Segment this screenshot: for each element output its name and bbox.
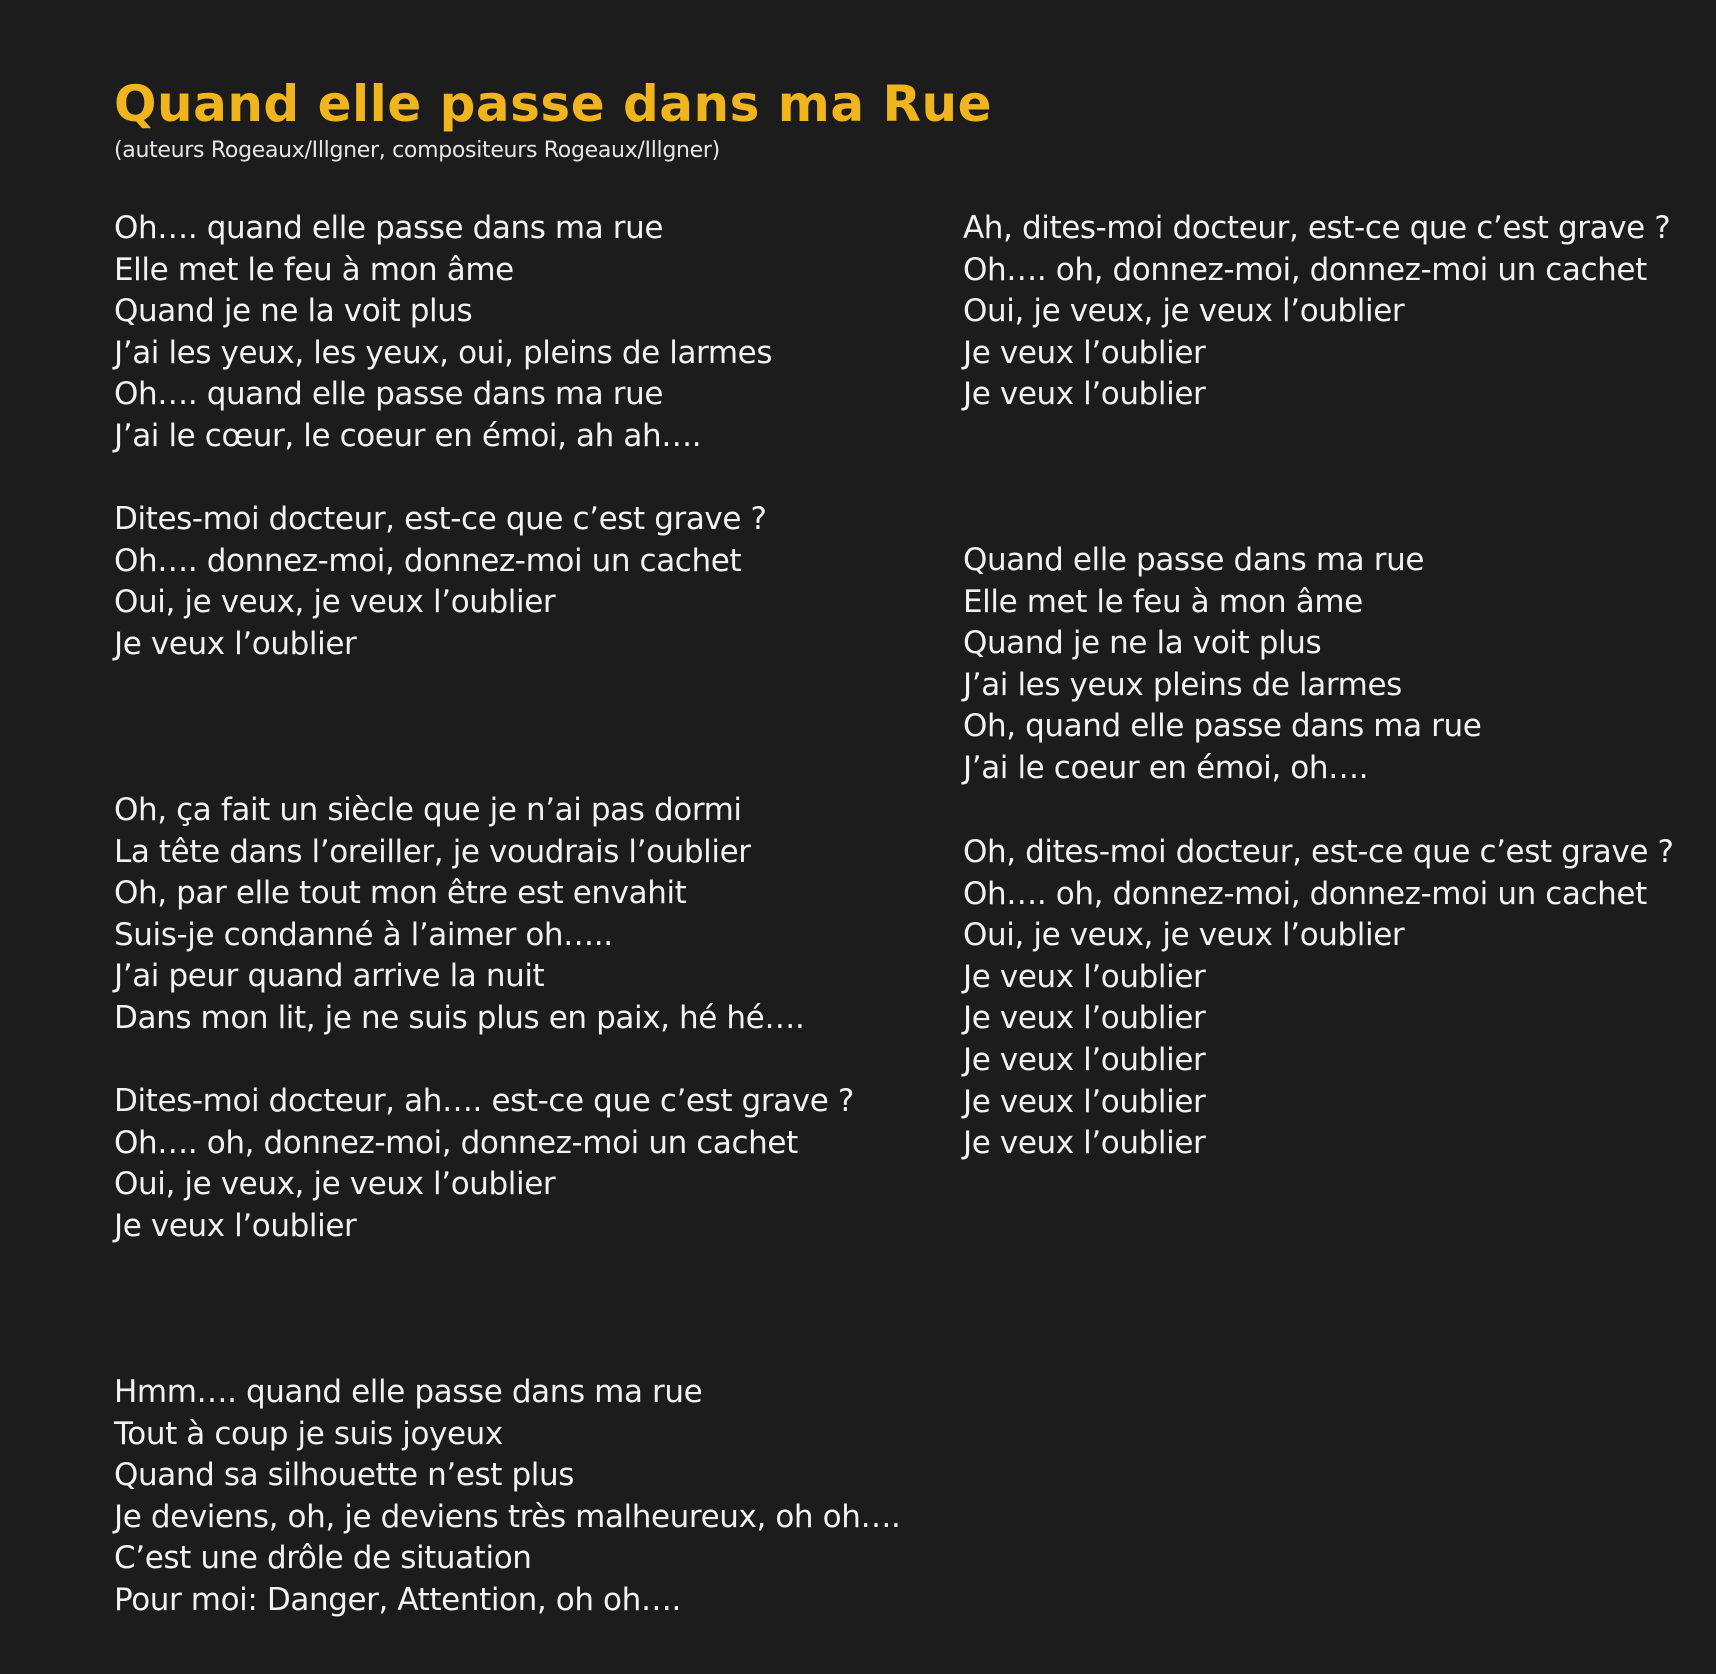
lyric-line: Elle met le feu à mon âme bbox=[963, 583, 1363, 620]
left-stanza-2 bbox=[114, 499, 767, 665]
lyric-line: Dites-moi docteur, est-ce que c’est grave ? bbox=[114, 501, 767, 537]
lyric-line: Je veux l’oublier bbox=[963, 1125, 1206, 1162]
lyric-line: Oh, par elle tout mon être est envahit bbox=[114, 875, 687, 912]
lyric-line: Tout à coup je suis joyeux bbox=[114, 1415, 503, 1452]
lyric-line: Elle met le feu à mon âme bbox=[114, 251, 514, 288]
lyric-line: Je veux l’oublier bbox=[963, 376, 1206, 413]
lyric-line: Quand elle passe dans ma rue bbox=[963, 542, 1424, 578]
lyric-line: Oh…. quand elle passe dans ma rue bbox=[114, 376, 664, 413]
lyric-line: La tête dans l’oreiller, je voudrais l’oublier bbox=[114, 833, 751, 870]
lyric-line: Je veux l’oublier bbox=[963, 1083, 1206, 1120]
lyric-line: Ah, dites-moi docteur, est-ce que c’est grave ? bbox=[963, 210, 1671, 246]
lyric-line: Suis-je condanné à l’aimer oh….. bbox=[114, 916, 613, 953]
lyric-line: Oui, je veux, je veux l’oublier bbox=[114, 584, 556, 621]
right-stanza-2 bbox=[963, 540, 1481, 790]
lyric-line: C’est une drôle de situation bbox=[114, 1540, 532, 1577]
left-stanza-3 bbox=[114, 790, 804, 1040]
left-stanza-1 bbox=[114, 208, 772, 458]
lyric-line: Oh…. oh, donnez-moi, donnez-moi un cachet bbox=[114, 1124, 798, 1161]
lyric-line: Quand sa silhouette n’est plus bbox=[114, 1457, 574, 1494]
lyric-line: Je veux l’oublier bbox=[963, 1000, 1206, 1037]
lyric-line: Oh…. oh, donnez-moi, donnez-moi un cachet bbox=[963, 251, 1647, 288]
lyric-line: Quand je ne la voit plus bbox=[114, 293, 473, 330]
lyric-line: Oh, quand elle passe dans ma rue bbox=[963, 708, 1482, 745]
left-stanza-5 bbox=[114, 1372, 901, 1622]
lyric-line: J’ai le cœur, le coeur en émoi, ah ah…. bbox=[114, 417, 702, 454]
lyric-line: Je veux l’oublier bbox=[963, 1041, 1206, 1078]
lyric-line: Oui, je veux, je veux l’oublier bbox=[114, 1166, 556, 1203]
lyric-line: Je veux l’oublier bbox=[114, 625, 357, 662]
lyric-line: Je veux l’oublier bbox=[963, 958, 1206, 995]
lyric-line: Oh…. oh, donnez-moi, donnez-moi un cachet bbox=[963, 875, 1647, 912]
lyric-line: Oh, ça fait un siècle que je n’ai pas dormi bbox=[114, 792, 742, 828]
lyric-line: Quand je ne la voit plus bbox=[963, 625, 1322, 662]
lyric-line: Oh…. donnez-moi, donnez-moi un cachet bbox=[114, 542, 742, 579]
lyric-line: Oui, je veux, je veux l’oublier bbox=[963, 917, 1405, 954]
lyric-line: Je veux l’oublier bbox=[963, 334, 1206, 371]
lyric-line: Oh…. quand elle passe dans ma rue bbox=[114, 210, 664, 246]
right-stanza-1 bbox=[963, 208, 1670, 416]
lyric-line: Pour moi: Danger, Attention, oh oh…. bbox=[114, 1581, 681, 1618]
lyric-line: J’ai peur quand arrive la nuit bbox=[114, 958, 545, 995]
lyric-line: J’ai les yeux pleins de larmes bbox=[963, 666, 1402, 703]
left-stanza-4 bbox=[114, 1081, 854, 1247]
lyric-line: Dites-moi docteur, ah…. est-ce que c’est grave ? bbox=[114, 1083, 854, 1119]
lyric-line: Dans mon lit, je ne suis plus en paix, hé hé…. bbox=[114, 999, 805, 1036]
lyric-line: J’ai les yeux, les yeux, oui, pleins de larmes bbox=[114, 334, 773, 371]
lyric-line: Oh, dites-moi docteur, est-ce que c’est grave ? bbox=[963, 834, 1674, 870]
lyric-line: Oui, je veux, je veux l’oublier bbox=[963, 293, 1405, 330]
lyric-line: J’ai le coeur en émoi, oh…. bbox=[963, 749, 1369, 786]
right-stanza-3 bbox=[963, 832, 1674, 1165]
lyric-line: Hmm…. quand elle passe dans ma rue bbox=[114, 1374, 703, 1410]
lyric-line: Je deviens, oh, je deviens très malheureux, oh oh…. bbox=[114, 1498, 901, 1535]
song-credits: (auteurs Rogeaux/Illgner, compositeurs Rogeaux/Illgner) bbox=[114, 138, 720, 163]
song-title: Quand elle passe dans ma Rue bbox=[114, 75, 993, 133]
lyric-line: Je veux l’oublier bbox=[114, 1207, 357, 1244]
